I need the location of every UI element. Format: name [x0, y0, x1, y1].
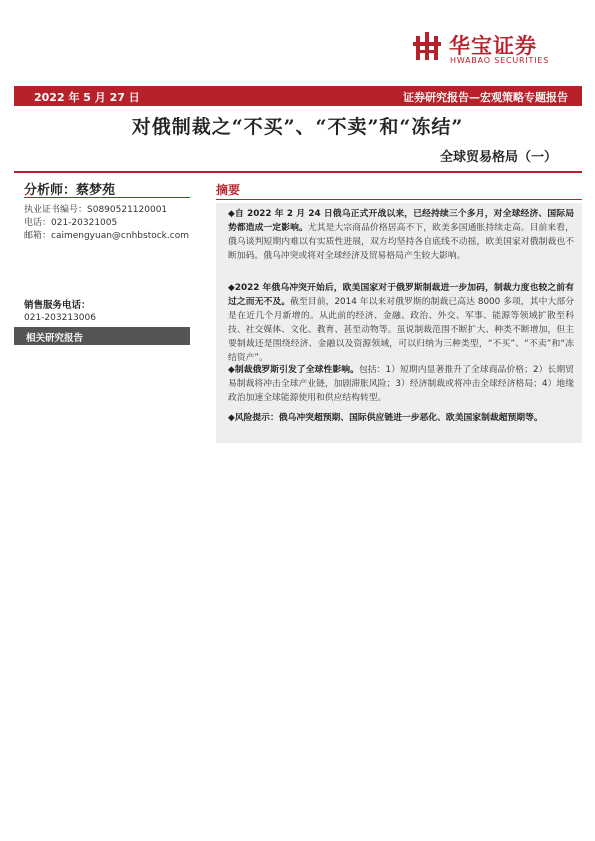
summary-paragraph — [228, 281, 574, 366]
summary-p1-text: 尤其是大宗商品价格居高不下，欧美多国通胀持续走高。目前来看，俄乌谈判短期内难以有实质性进展，双方均坚持各自底线不动摇，欧美国家对俄制裁也不断加码。俄乌冲突或将对全球经济及贸易格局产生较大影响。 — [228, 223, 574, 262]
summary-box — [216, 203, 582, 443]
summary-paragraph — [228, 207, 574, 263]
summary-paragraph — [228, 411, 574, 425]
risk-warning: 风险提示：俄乌冲突超预期、国际供应链进一步恶化、欧美国家制裁超预期等。 — [234, 413, 543, 423]
summary-p2-bold: 2022 年俄乌冲突开始后，欧美国家对于俄罗斯制裁进一步加码，制裁力度也较之前有过之而无不及。 — [228, 283, 574, 308]
summary-paragraph — [228, 363, 574, 405]
summary-p3-text: 包括：1）短期内显著推升了全球商品价格；2）长期贸易制裁将冲击全球产业链，加剧滞胀风险；3）经济制裁或将冲击全球经济格局；4）地缘政治加速全球能源使用和供应结构转型。 — [228, 365, 574, 404]
sales-phone: 021-203213006 — [24, 313, 96, 323]
report-subtitle: 全球贸易格局（一） — [439, 150, 557, 165]
hwabao-logo-icon — [413, 30, 441, 62]
related-reports-bar — [14, 327, 190, 345]
summary-p2-text: 截至目前，2014 年以来对俄罗斯的制裁已高达 8000 多项，其中大部分是在近几个月新增的。从此前的经济、金融、政治、外交、军事、能源等领域扩散至科技、社交媒体、文化、教育、甚至动物等。虽说制裁范围不断扩大、种类不断增加，但主要制裁还是围绕经济、金融以及资源领域，可以归纳为三种类型，“不买”、“不卖”和“冻结资产”。 — [228, 297, 574, 364]
analyst-heading: 分析师：蔡梦苑 — [24, 183, 116, 198]
analyst-phone: 电话：021-20321005 — [24, 218, 118, 228]
bullet-icon: ◆ — [228, 283, 235, 293]
report-date: 2022 年 5 月 27 日 — [34, 91, 140, 104]
title-divider — [14, 171, 582, 173]
analyst-divider — [24, 197, 190, 198]
analyst-cert: 执业证书编号：S0890521120001 — [24, 205, 168, 215]
bullet-icon: ◆ — [228, 413, 235, 423]
related-reports-label: 相关研究报告 — [26, 333, 84, 344]
header-bar — [14, 86, 582, 106]
report-category: 证券研究报告—宏观策略专题报告 — [403, 91, 568, 104]
logo-chinese-name: 华宝证券 — [449, 34, 537, 58]
bullet-icon: ◆ — [228, 209, 235, 219]
analyst-email: 邮箱：caimengyuan@cnhbstock.com — [24, 231, 189, 241]
summary-p3-bold: 制裁俄罗斯引发了全球性影响。 — [234, 365, 359, 375]
sales-label: 销售服务电话： — [24, 300, 91, 311]
bullet-icon: ◆ — [228, 365, 235, 375]
report-title: 对俄制裁之“不买”、“不卖”和“冻结” — [131, 116, 464, 138]
summary-p1-bold: 自 2022 年 2 月 24 日俄乌正式开战以来，已经持续三个多月，对全球经济、国际局势都造成一定影响。 — [228, 209, 575, 234]
summary-divider — [216, 199, 582, 200]
logo-english-name: HWABAO SECURITIES — [450, 56, 550, 65]
summary-heading: 摘要 — [216, 183, 241, 197]
